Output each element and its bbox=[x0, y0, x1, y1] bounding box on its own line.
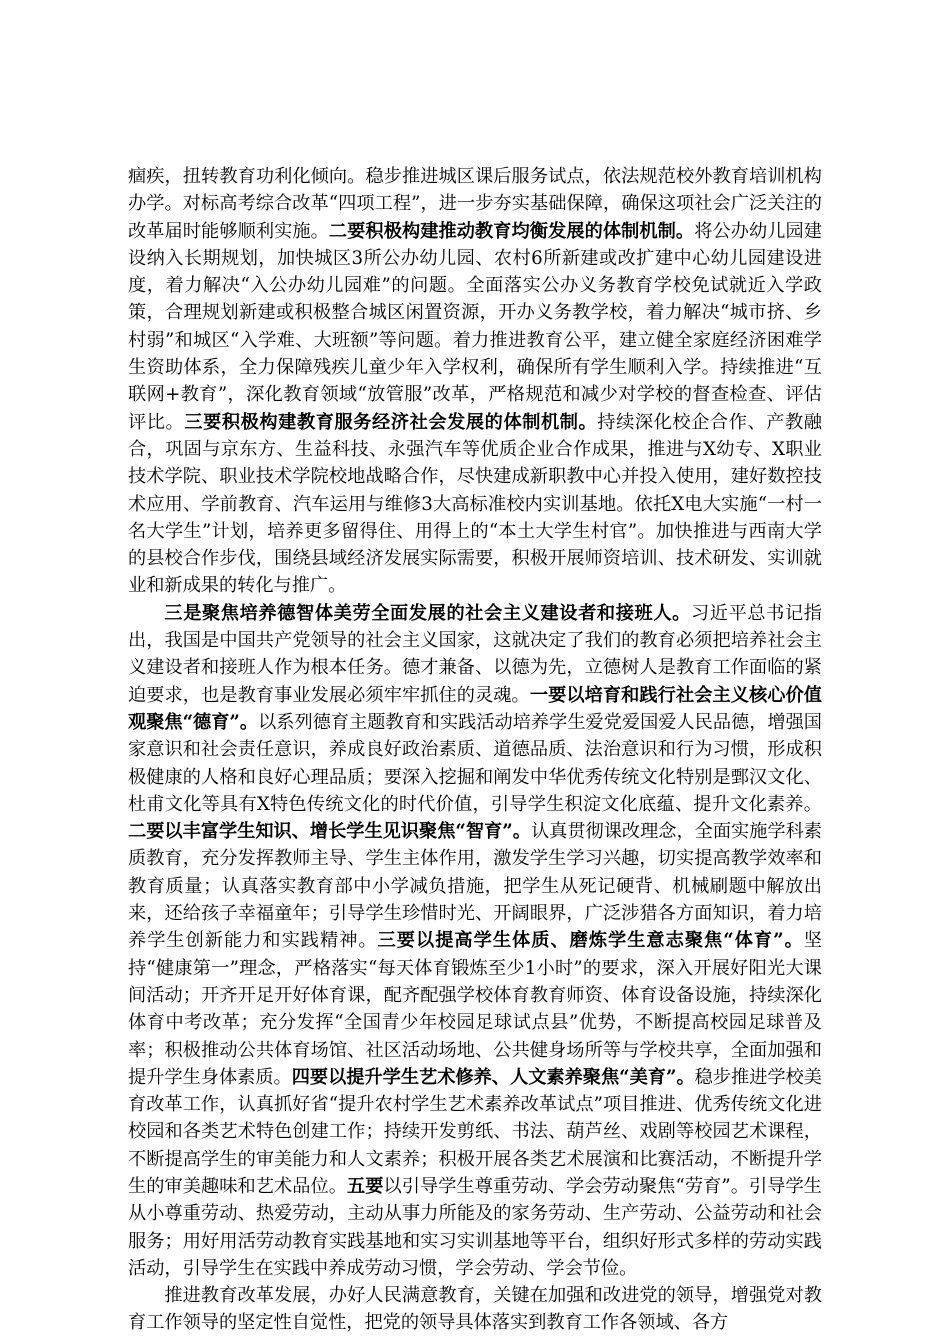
run-2-10: 稳步推进学校美育改革工作，认真抓好省“提升农村学生艺术素养改革试点”项目推进、优秀传统文化进校园和各类艺术特色创建工作；持续开发剪纸、书法、葫芦丝、戏剧等校园艺术课程，不断提高学生的审美能力和人文素养；积极开展各类艺术展演和比赛活动，不断提升学生的审美趣味和艺术品位。 bbox=[128, 1066, 822, 1197]
run-2-2: 习近平总书记指出，我国是中国共产党领导的社会主义国家，这就决定了我们的教育必须把培养社会主义建设者和接班人作为根本任务。德才兼备、以德为先，立德树人是教育工作面临的紧迫要求，也是教育事业发展必须牢牢抓住的灵魂。 bbox=[128, 602, 822, 706]
run-1-5: 持续深化校企合作、产教融合，巩固与京东方、生益科技、永强汽车等优质企业合作成果，推进与X幼专、X职业技术学院、职业技术学院校地战略合作，尽快建成新职教中心并投入使用，建好数控技术应用、学前教育、汽车运用与维修3大高标准校内实训基地。依托X电大实施“一村一名大学生”计划，培养更多留得住、用得上的“本土大学生村官”。加快推进与西南大学的县校合作步伐，围绕县域经济发展实际需要，积极开展师资培训、技术研发、实训就业和新成果的转化与推广。 bbox=[128, 411, 822, 597]
heading-labor-education-prefix: 五要 bbox=[347, 1175, 384, 1197]
heading-aesthetic-education: 四要以提升学生艺术修养、人文素养聚焦“美育”。 bbox=[291, 1066, 695, 1088]
paragraph-2 bbox=[128, 600, 822, 1282]
section-heading-three: 三是聚焦培养德智体美劳全面发展的社会主义建设者和接班人。 bbox=[164, 602, 691, 624]
document-body bbox=[128, 163, 822, 1337]
heading-moral-education: 一要以培育和践行社会主义核心价值观聚焦“德育”。 bbox=[128, 684, 822, 733]
run-2-12: 以引导学生尊重劳动、学会劳动聚焦“劳育”。引导学生从小尊重劳动、热爱劳动，主动从事力所能及的家务劳动、生产劳动、公益劳动和社会服务；用好用活劳动教育实践基地和实习实训基地等平台，组织好形式多样的劳动实践活动，引导学生在实践中养成劳动习惯，学会劳动、学会节俭。 bbox=[128, 1175, 822, 1279]
heading-2-balanced-development: 二要积极构建推动教育均衡发展的体制机制。 bbox=[328, 220, 695, 242]
paragraph-3 bbox=[128, 1282, 822, 1337]
run-3-1: 推进教育改革发展，办好人民满意教育，关键在加强和改进党的领导，增强党对教育工作领导的坚定性自觉性，把党的领导具体落实到教育工作各领域、各方 bbox=[128, 1285, 822, 1334]
paragraph-1 bbox=[128, 163, 822, 600]
run-1-1: 痼疾，扭转教育功利化倾向。稳步推进城区课后服务试点，依法规范校外教育培训机构办学。对标高考综合改革“四项工程”，进一步夯实基础保障，确保这项社会广泛关注的改革届时能够顺利实施。 bbox=[128, 166, 822, 242]
run-2-6: 认真贯彻课改理念，全面实施学科素质教育，充分发挥教师主导、学生主体作用，激发学生学习兴趣，切实提高教学效率和教育质量；认真落实教育部中小学减负措施，把学生从死记硬背、机械刷题中解放出来，还给孩子幸福童年；引导学生珍惜时光、开阔眼界，广泛涉猎各方面知识，着力培养学生创新能力和实践精神。 bbox=[128, 821, 822, 952]
heading-physical-education: 三要以提高学生体质、磨炼学生意志聚焦“体育”。 bbox=[377, 930, 804, 952]
heading-3-serve-economy: 三要积极构建教育服务经济社会发展的体制机制。 bbox=[184, 411, 598, 433]
run-1-3: 将公办幼儿园建设纳入长期规划，加快城区3所公办幼儿园、农村6所新建或改扩建中心幼儿园建设进度，着力解决“入公办幼儿园难”的问题。全面落实公办义务教育学校免试就近入学政策，合理规划新建或积极整合城区闲置资源，开办义务教学校，着力解决“城市挤、乡村弱”和城区“入学难、大班额”等问题。着力推进教育公平，建立健全家庭经济困难学生资助体系，全力保障残疾儿童少年入学权利，确保所有学生顺利入学。持续推进“互联网+教育”，深化教育领域“放管服”改革，严格规范和减少对学校的督查检查、评估评比。 bbox=[128, 220, 822, 433]
run-2-8: 坚持“健康第一”理念，严格落实“每天体育锻炼至少1小时”的要求，深入开展好阳光大课间活动；开齐开足开好体育课，配齐配强学校体育教育师资、体育设备设施，持续深化体育中考改革；充分发挥“全国青少年校园足球试点县”优势，不断提高校园足球普及率；积极推动公共体育场馆、社区活动场地、公共健身场所等与学校共享，全面加强和提升学生身体素质。 bbox=[128, 930, 822, 1088]
run-2-4: 以系列德育主题教育和实践活动培养学生爱党爱国爱人民品德，增强国家意识和社会责任意识，养成良好政治素质、道德品质、法治意识和行为习惯，形成积极健康的人格和良好心理品质；要深入挖掘和阐发中华优秀传统文化特别是鄄汉文化、杜甫文化等具有X特色传统文化的时代价值，引导学生积淀文化底蕴、提升文化素养。 bbox=[128, 711, 822, 815]
heading-intellectual-education: 二要以丰富学生知识、增长学生见识聚焦“智育”。 bbox=[128, 821, 531, 843]
